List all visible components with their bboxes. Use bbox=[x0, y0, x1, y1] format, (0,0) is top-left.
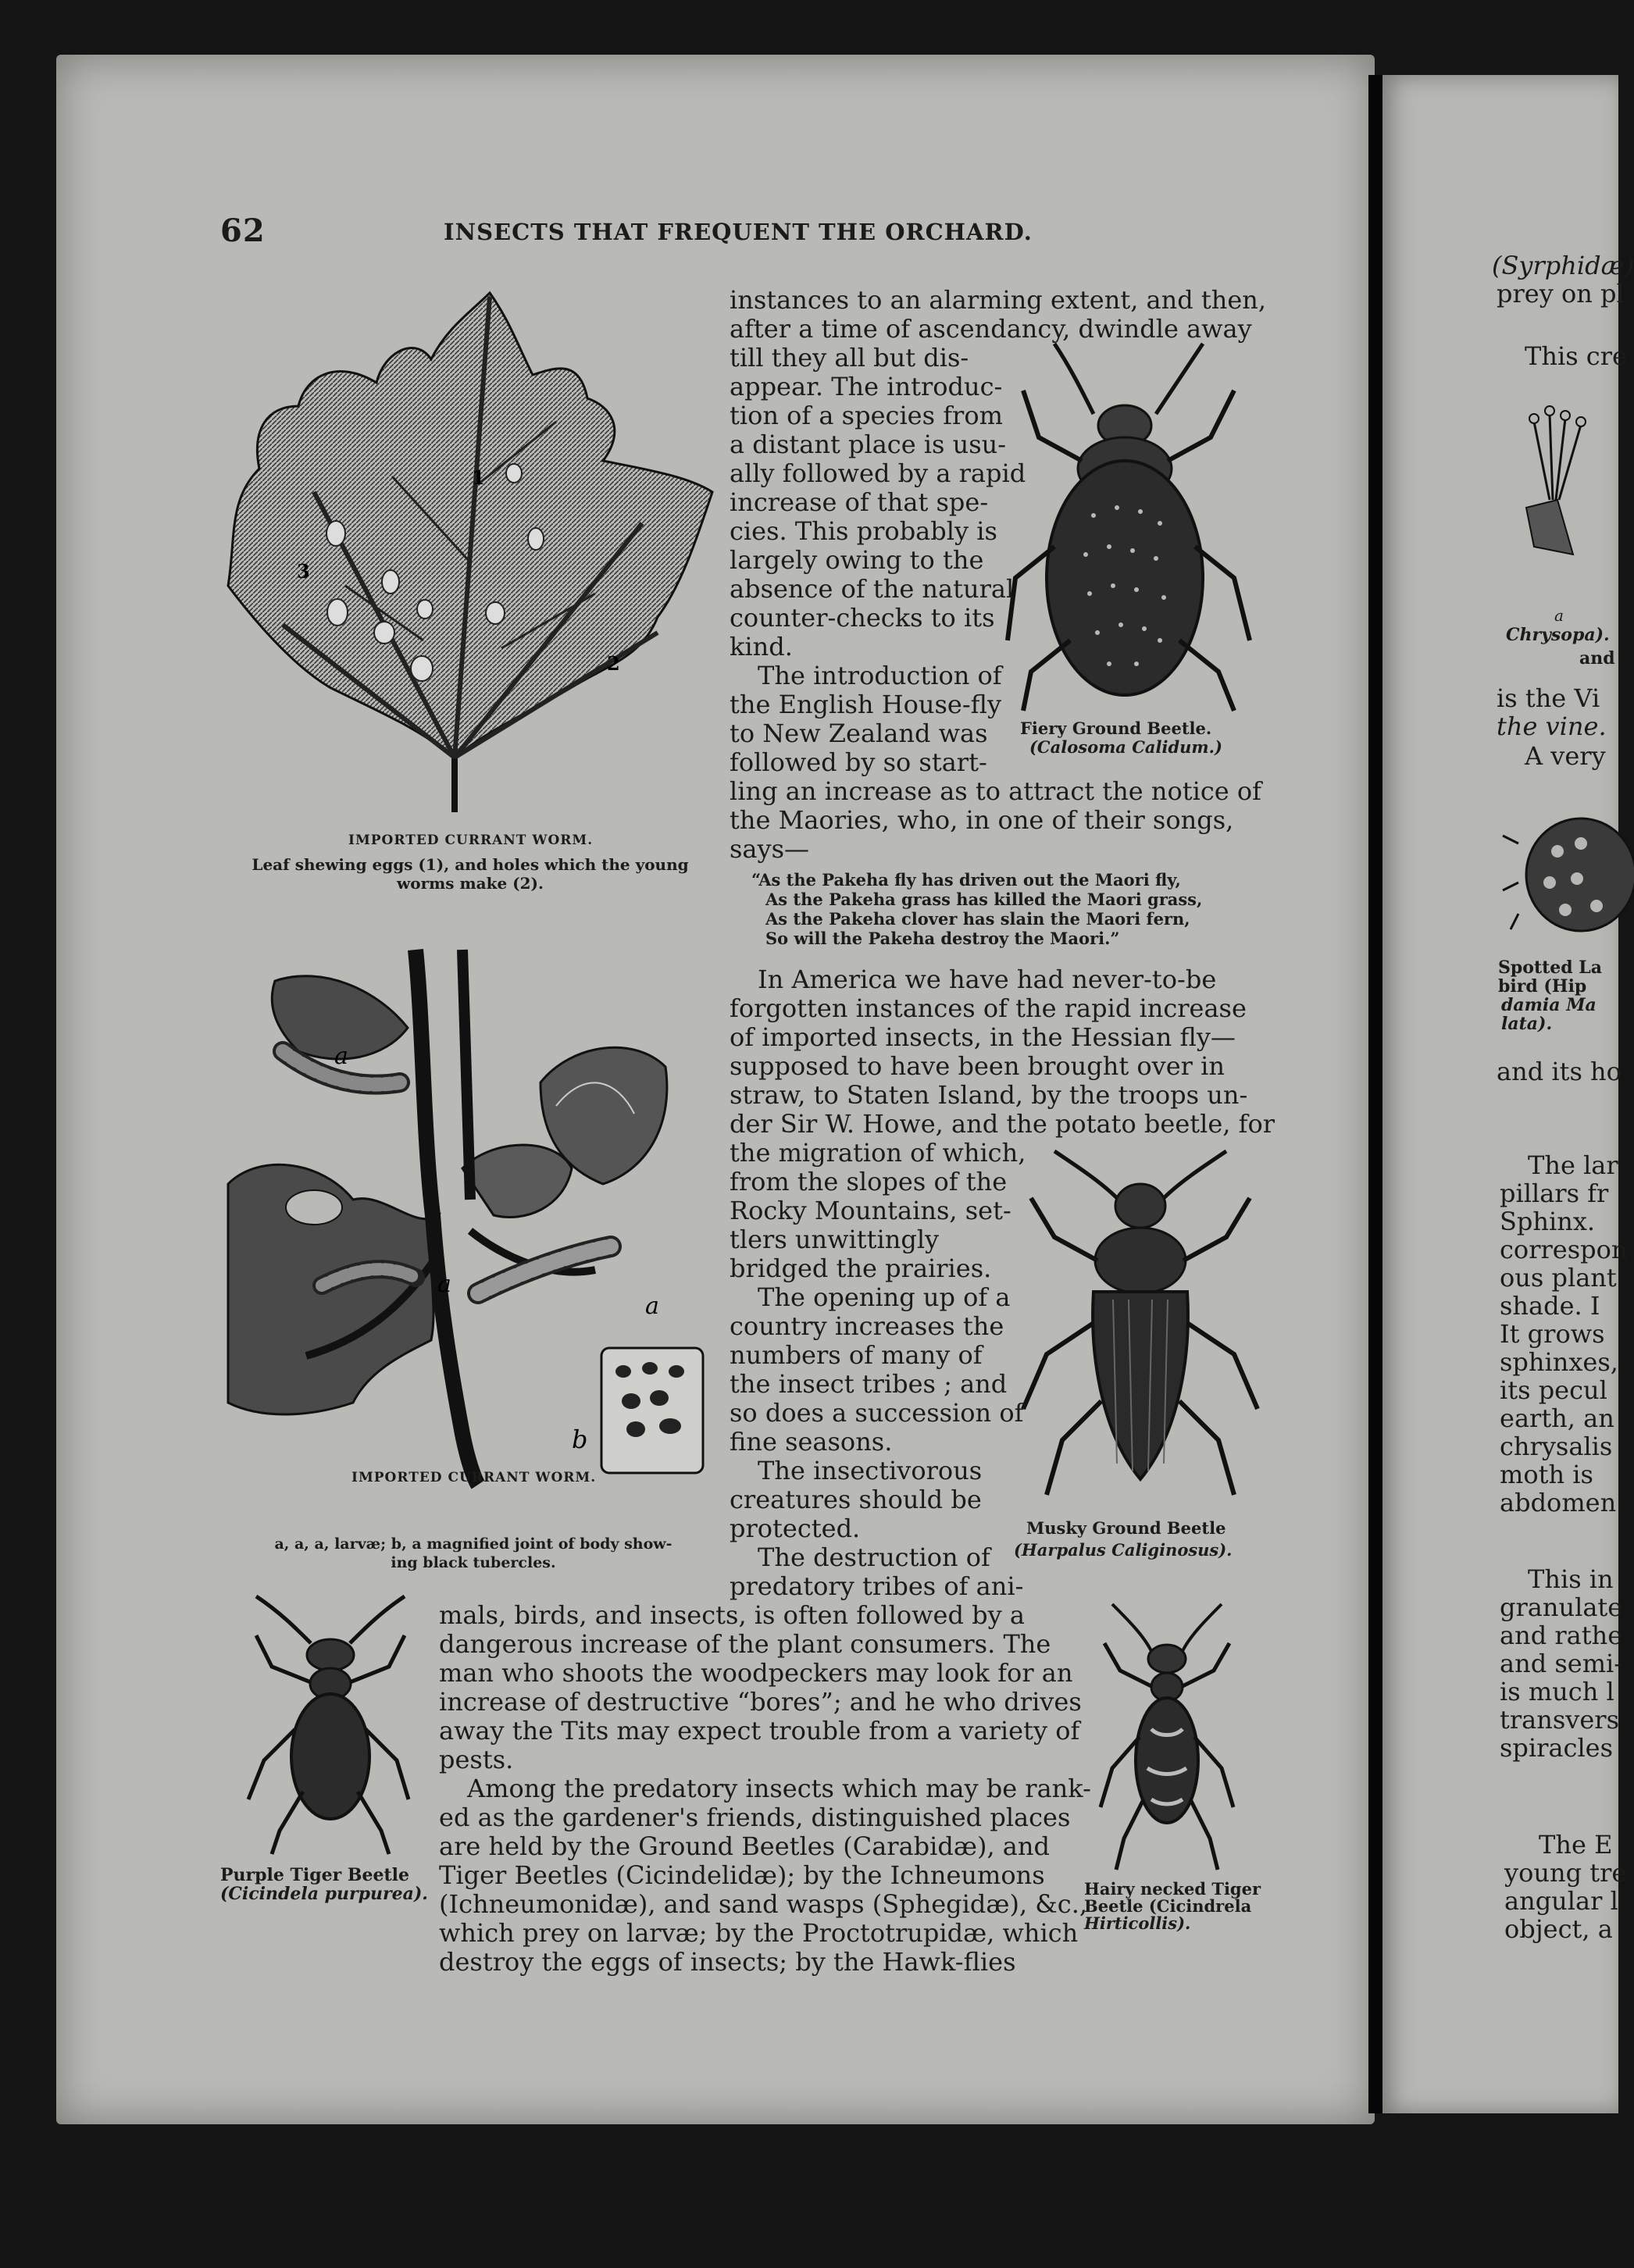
leaf-label-2: 2 bbox=[607, 652, 620, 675]
text-line: tlers unwittingly bbox=[730, 1225, 940, 1254]
text-line: In America we have had never-to-be bbox=[758, 965, 1217, 994]
text-line: dangerous increase of the plant consumers. The bbox=[439, 1629, 1051, 1659]
right-page-line: chrysalis bbox=[1500, 1432, 1613, 1461]
text-line: kind. bbox=[730, 632, 793, 662]
fiery-ground-beetle-illustration bbox=[1008, 344, 1258, 719]
right-page-line: A very bbox=[1525, 741, 1606, 771]
text-line: from the slopes of the bbox=[730, 1167, 1008, 1196]
text-line: protected. bbox=[730, 1514, 861, 1543]
right-page-line: Chrysopa). bbox=[1506, 625, 1610, 645]
right-page-line: The lar bbox=[1528, 1150, 1618, 1180]
text-line: numbers of many of bbox=[730, 1340, 983, 1370]
hairy-beetle-caption-2: Beetle (Cicindrela bbox=[1084, 1896, 1252, 1916]
text-line: largely owing to the bbox=[730, 545, 984, 575]
text-line: bridged the prairies. bbox=[730, 1253, 992, 1283]
right-page-line: a bbox=[1554, 606, 1564, 625]
hairy-beetle-caption-3: Hirticollis). bbox=[1084, 1913, 1191, 1933]
branch-larvae-illustration bbox=[228, 934, 728, 1489]
branch-caption-title: IMPORTED CURRANT WORM. bbox=[351, 1470, 597, 1485]
right-page-line: pillars fr bbox=[1500, 1179, 1609, 1208]
text-line: country increases the bbox=[730, 1311, 1004, 1341]
right-page-line: correspon bbox=[1500, 1235, 1628, 1264]
right-page-line: sphinxes, bbox=[1500, 1347, 1618, 1377]
text-line: instances to an alarming extent, and then, bbox=[730, 285, 1267, 315]
text-line: till they all but dis- bbox=[730, 343, 969, 373]
branch-label-a-1: a bbox=[334, 1043, 348, 1070]
right-page-line: prey on pl bbox=[1497, 279, 1625, 308]
right-page-line: and its ho bbox=[1497, 1057, 1622, 1086]
fiery-beetle-caption-2: (Calosoma Calidum.) bbox=[1029, 737, 1222, 757]
branch-caption-line-1: a, a, a, larvæ; b, a magnified joint of body show- bbox=[274, 1535, 673, 1553]
right-page-line: earth, an bbox=[1500, 1403, 1614, 1433]
text-line: of imported insects, in the Hessian fly— bbox=[730, 1022, 1236, 1052]
right-page-line: abdomen bbox=[1500, 1488, 1617, 1517]
text-line: the migration of which, bbox=[730, 1138, 1026, 1168]
musky-beetle-caption-2: (Harpalus Caliginosus). bbox=[1014, 1540, 1233, 1560]
branch-label-b: b bbox=[572, 1425, 588, 1454]
branch-label-a-3: a bbox=[645, 1293, 659, 1320]
text-line: after a time of ascendancy, dwindle away bbox=[730, 314, 1252, 344]
text-line: followed by so start- bbox=[730, 747, 987, 777]
text-line: The insectivorous bbox=[758, 1456, 983, 1485]
right-page-line: granulate bbox=[1500, 1592, 1623, 1622]
purple-beetle-caption-1: Purple Tiger Beetle bbox=[220, 1865, 409, 1885]
text-line: says— bbox=[730, 834, 809, 864]
poem-line: So will the Pakeha destroy the Maori.” bbox=[765, 929, 1120, 948]
text-line: pests. bbox=[439, 1745, 514, 1774]
text-line: the Maories, who, in one of their songs, bbox=[730, 805, 1234, 835]
running-header: INSECTS THAT FREQUENT THE ORCHARD. bbox=[444, 219, 1033, 245]
poem-line: As the Pakeha clover has slain the Maori fern, bbox=[765, 909, 1190, 929]
spotted-ladybird-illustration bbox=[1503, 797, 1618, 937]
text-line: The introduction of bbox=[758, 661, 1002, 690]
text-line: predatory tribes of ani- bbox=[730, 1571, 1024, 1601]
right-page-line: This cre bbox=[1525, 341, 1627, 371]
text-line: ed as the gardener's friends, distinguished places bbox=[439, 1803, 1071, 1832]
right-page-line: spiracles bbox=[1500, 1733, 1614, 1763]
text-line: a distant place is usu- bbox=[730, 430, 1007, 459]
purple-beetle-caption-2: (Cicindela purpurea). bbox=[220, 1884, 428, 1904]
right-page-line: the vine. bbox=[1497, 711, 1607, 741]
text-line: ling an increase as to attract the notice of bbox=[730, 776, 1261, 806]
text-line: mals, birds, and insects, is often followed by a bbox=[439, 1600, 1025, 1630]
text-line: creatures should be bbox=[730, 1485, 982, 1514]
right-page-line: is much l bbox=[1500, 1677, 1614, 1706]
text-line: counter-checks to its bbox=[730, 603, 995, 633]
text-line: der Sir W. Howe, and the potato beetle, for bbox=[730, 1109, 1275, 1139]
right-page-line: The E bbox=[1539, 1830, 1613, 1860]
right-page-line: ous plant bbox=[1500, 1263, 1617, 1293]
text-line: The destruction of bbox=[758, 1542, 990, 1572]
page-number: 62 bbox=[220, 212, 266, 249]
text-line: supposed to have been brought over in bbox=[730, 1051, 1225, 1081]
leaf-label-3: 3 bbox=[297, 560, 310, 583]
right-page-line: and bbox=[1579, 648, 1615, 669]
text-line: fine seasons. bbox=[730, 1427, 893, 1457]
right-page-line: This in bbox=[1528, 1564, 1614, 1594]
right-page-line: Spotted La bbox=[1498, 957, 1603, 978]
text-line: ally followed by a rapid bbox=[730, 458, 1026, 488]
text-line: absence of the natural bbox=[730, 574, 1015, 604]
purple-tiger-beetle-illustration bbox=[248, 1596, 412, 1854]
text-line: which prey on larvæ; by the Proctotrupidæ, which bbox=[439, 1918, 1079, 1948]
text-line: forgotten instances of the rapid increase bbox=[730, 993, 1247, 1023]
hairy-beetle-caption-1: Hairy necked Tiger bbox=[1084, 1879, 1261, 1899]
right-page-line: is the Vi bbox=[1497, 683, 1600, 713]
right-page-line: young tre bbox=[1504, 1858, 1627, 1888]
right-page-line: moth is bbox=[1500, 1460, 1593, 1489]
poem-line: As the Pakeha grass has killed the Maori grass, bbox=[765, 890, 1203, 909]
right-page-line: damia Ma bbox=[1501, 995, 1597, 1015]
text-line: increase of that spe- bbox=[730, 487, 989, 517]
text-line: The opening up of a bbox=[758, 1282, 1011, 1312]
right-page-line: and rathe bbox=[1500, 1621, 1623, 1650]
text-line: to New Zealand was bbox=[730, 719, 988, 748]
right-page-line: Sphinx. bbox=[1500, 1207, 1596, 1236]
book-gutter bbox=[1368, 75, 1384, 2113]
text-line: Rocky Mountains, set- bbox=[730, 1196, 1011, 1225]
text-line: tion of a species from bbox=[730, 401, 1003, 430]
right-page bbox=[1382, 75, 1618, 2113]
poem-line: “As the Pakeha fly has driven out the Maori fly, bbox=[751, 870, 1181, 890]
text-line: destroy the eggs of insects; by the Hawk-flies bbox=[439, 1947, 1016, 1977]
leaf-caption-line-1: Leaf shewing eggs (1), and holes which the young bbox=[252, 855, 689, 874]
text-line: appear. The introduc- bbox=[730, 372, 1003, 401]
right-page-line: shade. I bbox=[1500, 1291, 1600, 1321]
hairy-necked-tiger-beetle-illustration bbox=[1097, 1604, 1237, 1870]
fiery-beetle-caption-1: Fiery Ground Beetle. bbox=[1020, 719, 1212, 738]
text-line: the insect tribes ; and bbox=[730, 1369, 1008, 1399]
text-line: Among the predatory insects which may be rank- bbox=[467, 1774, 1091, 1803]
text-line: are held by the Ground Beetles (Carabidæ), and bbox=[439, 1831, 1050, 1861]
right-page-line: transvers bbox=[1500, 1705, 1619, 1735]
text-line: man who shoots the woodpeckers may look for an bbox=[439, 1658, 1073, 1688]
right-page-line: It grows bbox=[1500, 1319, 1605, 1349]
leaf-illustration bbox=[220, 289, 720, 820]
right-page-line: (Syrphidæ) bbox=[1492, 251, 1634, 280]
text-line: straw, to Staten Island, by the troops un- bbox=[730, 1080, 1248, 1110]
branch-caption-line-2: ing black tubercles. bbox=[391, 1554, 556, 1571]
text-line: (Ichneumonidæ), and sand wasps (Sphegidæ), &c., bbox=[439, 1889, 1088, 1919]
chrysopa-eggs-illustration bbox=[1503, 390, 1618, 578]
right-page-line: its pecul bbox=[1500, 1375, 1607, 1405]
text-line: so does a succession of bbox=[730, 1398, 1024, 1428]
branch-label-a-2: a bbox=[437, 1271, 451, 1298]
musky-ground-beetle-illustration bbox=[1015, 1151, 1265, 1503]
leaf-label-1: 1 bbox=[472, 466, 485, 489]
leaf-caption-title: IMPORTED CURRANT WORM. bbox=[348, 833, 594, 848]
text-line: the English House-fly bbox=[730, 690, 1002, 719]
text-line: Tiger Beetles (Cicindelidæ); by the Ichneumons bbox=[439, 1860, 1045, 1890]
leaf-caption-line-2: worms make (2). bbox=[397, 874, 544, 893]
text-line: cies. This probably is bbox=[730, 516, 997, 546]
right-page-line: bird (Hip bbox=[1498, 976, 1587, 997]
right-page-line: and semi- bbox=[1500, 1649, 1623, 1678]
text-line: away the Tits may expect trouble from a variety of bbox=[439, 1716, 1080, 1746]
right-page-line: object, a bbox=[1504, 1914, 1613, 1944]
text-line: increase of destructive “bores”; and he who drives bbox=[439, 1687, 1082, 1717]
right-page-line: angular l bbox=[1504, 1886, 1618, 1916]
right-page-line: lata). bbox=[1501, 1014, 1553, 1034]
musky-beetle-caption-1: Musky Ground Beetle bbox=[1026, 1518, 1226, 1538]
